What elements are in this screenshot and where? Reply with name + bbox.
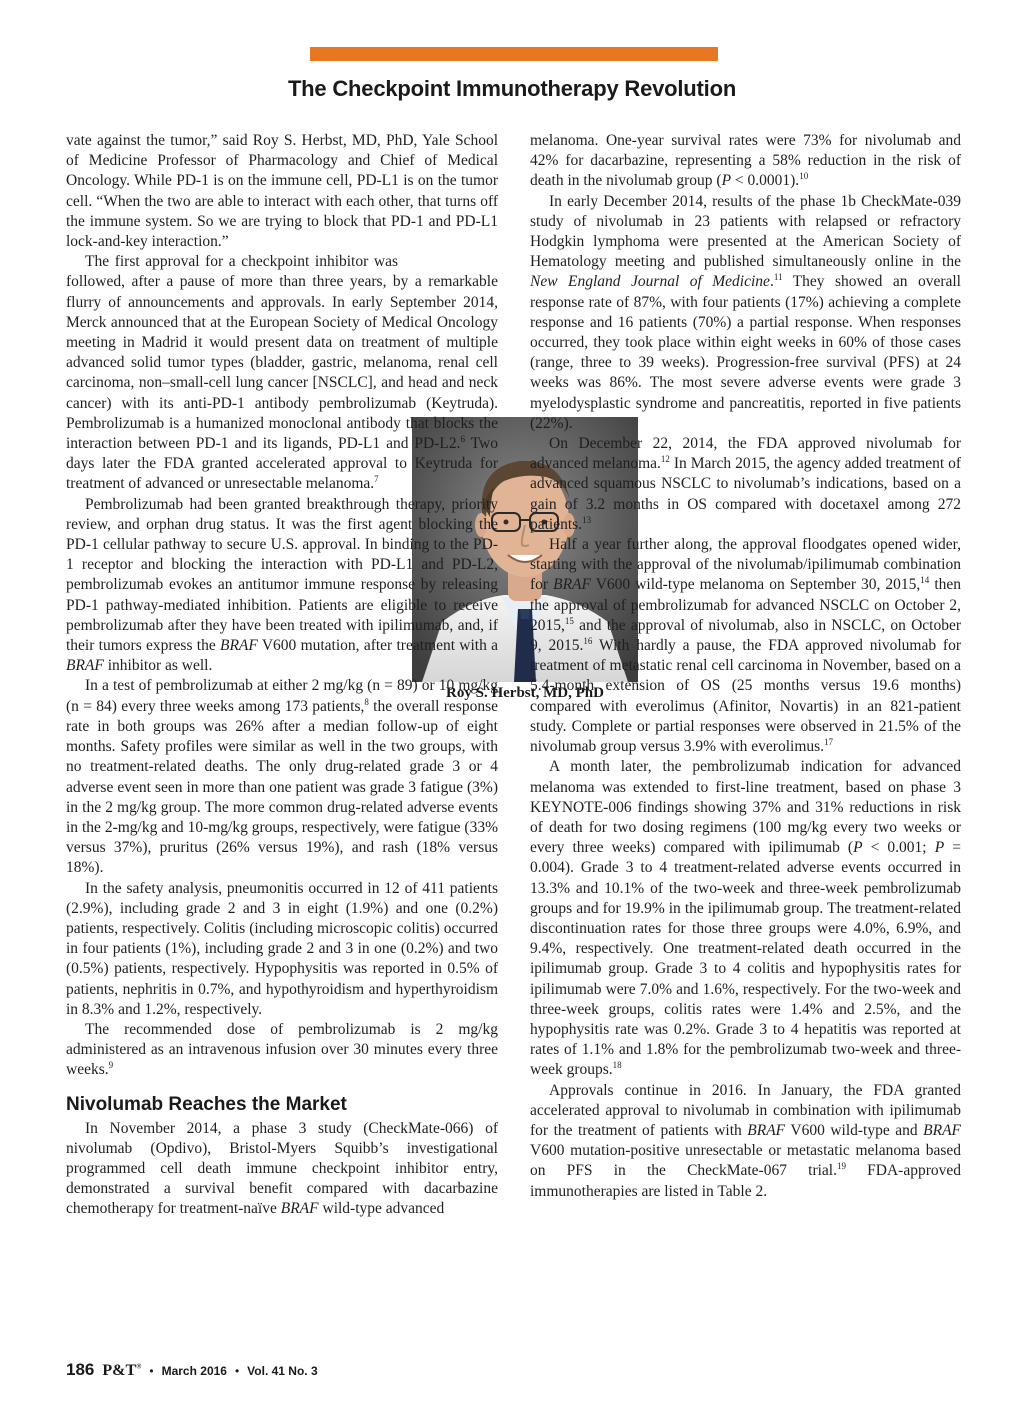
paragraph: vate against the tumor,” said Roy S. Herbst, MD, PhD, Yale School of Medicine Professor of Pharmacology and Chief of Medical Oncology. While PD-1 is on the immune cell, PD-L1 is on the tumor cell. “When the two are able to interact with each other, that turns off the immune system. So we are trying to block that PD-1 and PD-L1 lock-and-key interaction.” bbox=[66, 132, 498, 251]
footer-bullet: • bbox=[149, 1364, 154, 1378]
paragraph: The recommended dose of pembrolizumab is 2 mg/kg administered as an intravenous infusion over 30 minutes every three weeks.$^9$ bbox=[66, 1020, 498, 1079]
paragraph: Approvals continue in 2016. In January, the FDA granted accelerated approval to nivolumab in combination with ipilimumab for the treatment of patients with BRAF V600 wild-type and BRAF V600 mutation-positive unresectable or metastatic melanoma based on PFS in the CheckMate-067 trial.$^{19}$ FDA-approved immunotherapies are listed in Table 2. bbox=[530, 1081, 962, 1200]
issue-date: March 2016 bbox=[161, 1364, 227, 1378]
paragraph: A month later, the pembrolizumab indication for advanced melanoma was extended to first-line treatment, based on phase 3 KEYNOTE-006 findings showing 37% and 31% reductions in risk of death for two dosing regimens (100 mg/kg every two weeks or every three weeks) compared with ipilimumab (P < 0.001; P = 0.004). Grade 3 to 4 treatment-related adverse events occurred in 13.3% and 10.1% of the two-week and three-week pembrolizumab groups and for 19.9% in the ipilimumab group. The treatment-related discontinuation rates for those three groups were 4.0%, 6.9%, and 9.4%, respectively. One treatment-related death occurred in the ipilimumab group. Grade 3 to 4 colitis and hypophysitis rates for ipilimumab were 7.0% and 1.6%, respectively. For the two-week and three-week groups, colitis rates were 1.4% and 2.5%, and the hypophysitis rate was 0.2%. Grade 3 to 4 hepatitis was reported at rates of 1.1% and 1.8% for the pembrolizumab two-week and three-week groups.$^{18}$ bbox=[530, 758, 961, 1079]
page-number: 186 bbox=[66, 1360, 95, 1379]
paragraph: In early December 2014, results of the phase 1b CheckMate-039 study of nivolumab in 23 patients with relapsed or refractory Hodgkin lymphoma were presented at the American Society of Hematology meeting and published simultaneously online in the New England Journal of Medicine.$^{11}$ They showed an overall response rate of 87%, with four patients (17%) achieving a complete response and 16 patients (70%) a partial response. When responses occurred, they took place within eight weeks in 60% of those cases (range, three to 39 weeks). Progression-free survival (PFS) at 24 weeks was 86%. The most severe adverse events were grade 3 myelodysplastic syndrome and pancreatitis, reported in five patients (22%). bbox=[530, 192, 961, 432]
paragraph: In the safety analysis, pneumonitis occurred in 12 of 411 patients (2.9%), including grade 2 and 3 in eight (1.9%) and one (0.2%) patients, respectively. Colitis (including microscopic colitis) occurred in four patients (1%), including grade 2 and 3 in one (0.2%) and two (0.5%) patients, respectively. Hypophysitis was reported in 0.5% of patients, nephritis in 0.7%, and hypothyroidism and hyperthyroidism in 8.3% and 1.2%, respectively. bbox=[66, 879, 498, 1018]
photo-caption: Roy S. Herbst, MD, PhD bbox=[446, 685, 604, 701]
volume-issue: Vol. 41 No. 3 bbox=[247, 1364, 318, 1378]
paragraph: Half a year further along, the approval floodgates opened wider, starting with the approval of the nivolumab/ipilimumab combination for BRAF V600 wild-type melanoma on September 30, 2015,14 then the approval of pembrolizumab for advanced NSCLC on October 2, 2015,15 and the approval of nivolumab, also in NSCLC, on October 9, 2015.16 With hardly a pause, the FDA approved nivolumab for treatment of metastatic renal cell carcinoma in November, based on a 5.4-month extension of OS (25 months versus 19.6 months) compared with everolimus (Afinitor, Novartis) in an 821-patient study. Complete or partial responses were observed in 21.5% of the nivolumab group versus 3.9% with everolimus.$^{17}$ bbox=[530, 536, 962, 756]
paragraph: In a test of pembrolizumab at either 2 mg/kg (n = 89) or 10 mg/kg (n = 84) every three weeks among 173 patients,$^8$ the overall response rate in both groups was 26% after a median follow-up of eight months. Safety profiles were similar as well in the two groups, with no treatment-related deaths. The only drug-related grade 3 or 4 adverse event seen in more than one patient was grade 3 fatigue (3%) in the 2 mg/kg group. The more common drug-related adverse events in the 2-mg/kg and 10-mg/kg groups, respectively, were fatigue (33% versus 37%), pruritus (26% versus 19%), and rash (18% versus 18%). bbox=[66, 677, 498, 877]
paragraph: melanoma. One-year survival rates were 73% for nivolumab and 42% for dacarbazine, representing a 58% reduction in the risk of death in the nivolumab group (P < 0.0001).$^{10}$ bbox=[530, 132, 961, 190]
page-footer bbox=[66, 1360, 318, 1380]
paragraph: In November 2014, a phase 3 study (CheckMate-066) of nivolumab (Opdivo), Bristol-Myers Squibb’s investigational programmed cell death immune checkpoint inhibitor entry, demonstrated a survival benefit compared with dacarbazine chemotherapy for treatment-naïve BRAF wild-type advanced bbox=[66, 1119, 498, 1218]
paragraph: The first approval for a checkpoint inhibitor was followed, after a pause of more than three years, by a remarkable flurry of announcements and approvals. In early September 2014, Merck announced that at the European Society of Medical Oncology meeting in Madrid it would present data on treatment of multiple advanced solid tumor types (bladder, gastric, melanoma, renal cell carcinoma, non–small-cell lung cancer [NSCLC], and head and neck cancer) with its anti-PD-1 antibody pembrolizumab (Keytruda). Pembrolizumab is a humanized monoclonal antibody that blocks the interaction between PD-1 and its ligands, PD-L1 and PD-L2.$^6$ Two days later the FDA granted accelerated approval to Keytruda for treatment of advanced or unresectable melanoma.$^7$ bbox=[66, 253, 498, 493]
paragraph: On December 22, 2014, the FDA approved nivolumab for advanced melanoma.$^{12}$ In March 2015, the agency added treatment of advanced squamous NSCLC to nivolumab’s indications, based on a gain of 3.2 months in OS compared with docetaxel among 272 patients.$^{13}$ bbox=[530, 435, 962, 533]
footer-bullet: • bbox=[234, 1364, 240, 1378]
journal-name: P&T® bbox=[102, 1362, 142, 1379]
right-column bbox=[530, 131, 961, 1202]
paragraph: Pembrolizumab had been granted breakthrough therapy, priority review, and orphan drug status. It was the first agent blocking the PD-1 cellular pathway to secure U.S. approval. In binding to the PD-1 receptor and blocking the interaction with PD-L1 and PD-L2, pembrolizumab evokes an antitumor immune response by releasing PD-1 pathway-mediated inhibition. Patients are eligible to receive pembrolizumab after they have been treated with ipilimumab, and, if their tumors express the BRAF V600 mutation, after treatment with a BRAF inhibitor as well. bbox=[66, 495, 498, 675]
section-heading: Nivolumab Reaches the Market bbox=[66, 1093, 347, 1115]
left-column bbox=[66, 131, 498, 1220]
page-title: The Checkpoint Immunotherapy Revolution bbox=[287, 76, 737, 101]
header-accent-bar bbox=[310, 47, 718, 61]
